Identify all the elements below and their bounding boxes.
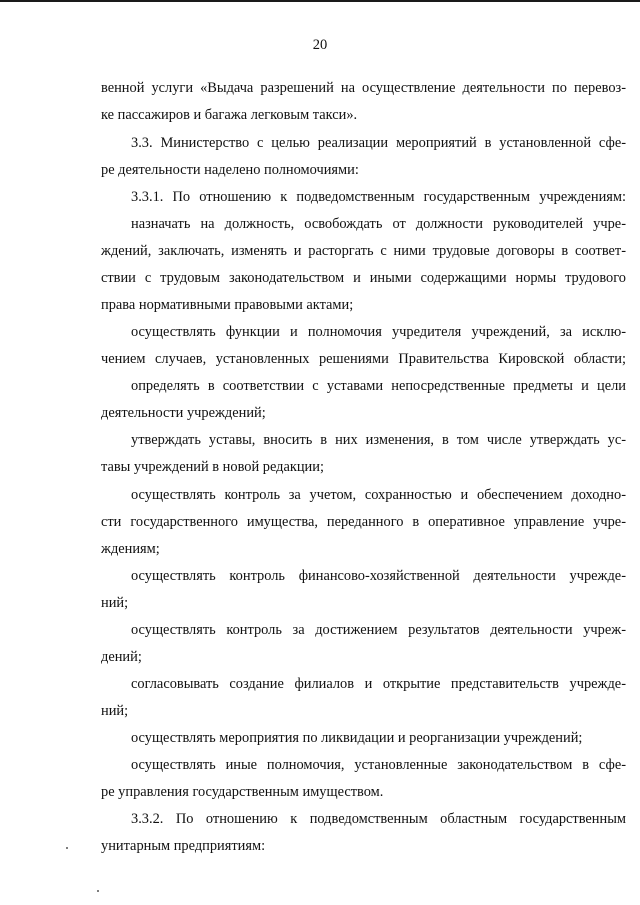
text-line: осуществлять функции и полномочия учредителя учреждений, за исклю- (131, 324, 626, 340)
top-border-line (0, 0, 640, 2)
text-line: чением случаев, установленных решениями Правительства Кировской области; (101, 351, 626, 367)
text-line: осуществлять контроль финансово-хозяйственной деятельности учрежде- (131, 568, 626, 584)
text-line: ний; (101, 595, 129, 611)
text-line: унитарным предприятиям: (101, 838, 266, 854)
page-number: 20 (312, 37, 328, 53)
text-line: ждениям; (101, 541, 160, 557)
text-line: права нормативными правовыми актами; (101, 297, 354, 313)
text-line: деятельности учреждений; (101, 405, 266, 421)
text-line: осуществлять контроль за учетом, сохранностью и обеспечением доходно- (131, 487, 626, 503)
text-line: ре деятельности наделено полномочиями: (101, 162, 359, 178)
text-line: назначать на должность, освобождать от должности руководителей учре- (131, 216, 626, 232)
text-line: ний; (101, 703, 129, 719)
text-line: дений; (101, 649, 142, 665)
text-line: тавы учреждений в новой редакции; (101, 459, 324, 475)
text-line: ствии с трудовым законодательством и иными содержащими нормы трудового (101, 270, 626, 286)
text-line: ке пассажиров и багажа легковым такси». (101, 107, 358, 123)
text-line: осуществлять иные полномочия, установленные законодательством в сфе- (131, 757, 626, 773)
text-line: утверждать уставы, вносить в них изменения, в том числе утверждать ус- (131, 432, 626, 448)
text-line: венной услуги «Выдача разрешений на осуществление деятельности по перевоз- (101, 80, 626, 96)
text-line: осуществлять мероприятия по ликвидации и реорганизации учреждений; (131, 730, 583, 746)
scan-speck (66, 847, 68, 849)
text-line: 3.3.2. По отношению к подведомственным областным государственным (131, 811, 626, 827)
text-line: осуществлять контроль за достижением результатов деятельности учреж- (131, 622, 626, 638)
text-line: определять в соответствии с уставами непосредственные предметы и цели (131, 378, 626, 394)
text-line: ждений, заключать, изменять и расторгать с ними трудовые договоры в соответ- (101, 243, 626, 259)
text-line: 3.3.1. По отношению к подведомственным государственным учреждениям: (131, 189, 626, 205)
text-line: ре управления государственным имуществом. (101, 784, 384, 800)
scan-speck (97, 890, 99, 892)
text-line: 3.3. Министерство с целью реализации мероприятий в установленной сфе- (131, 135, 626, 151)
text-line: согласовывать создание филиалов и открытие представительств учрежде- (131, 676, 626, 692)
text-line: сти государственного имущества, переданного в оперативное управление учре- (101, 514, 626, 530)
